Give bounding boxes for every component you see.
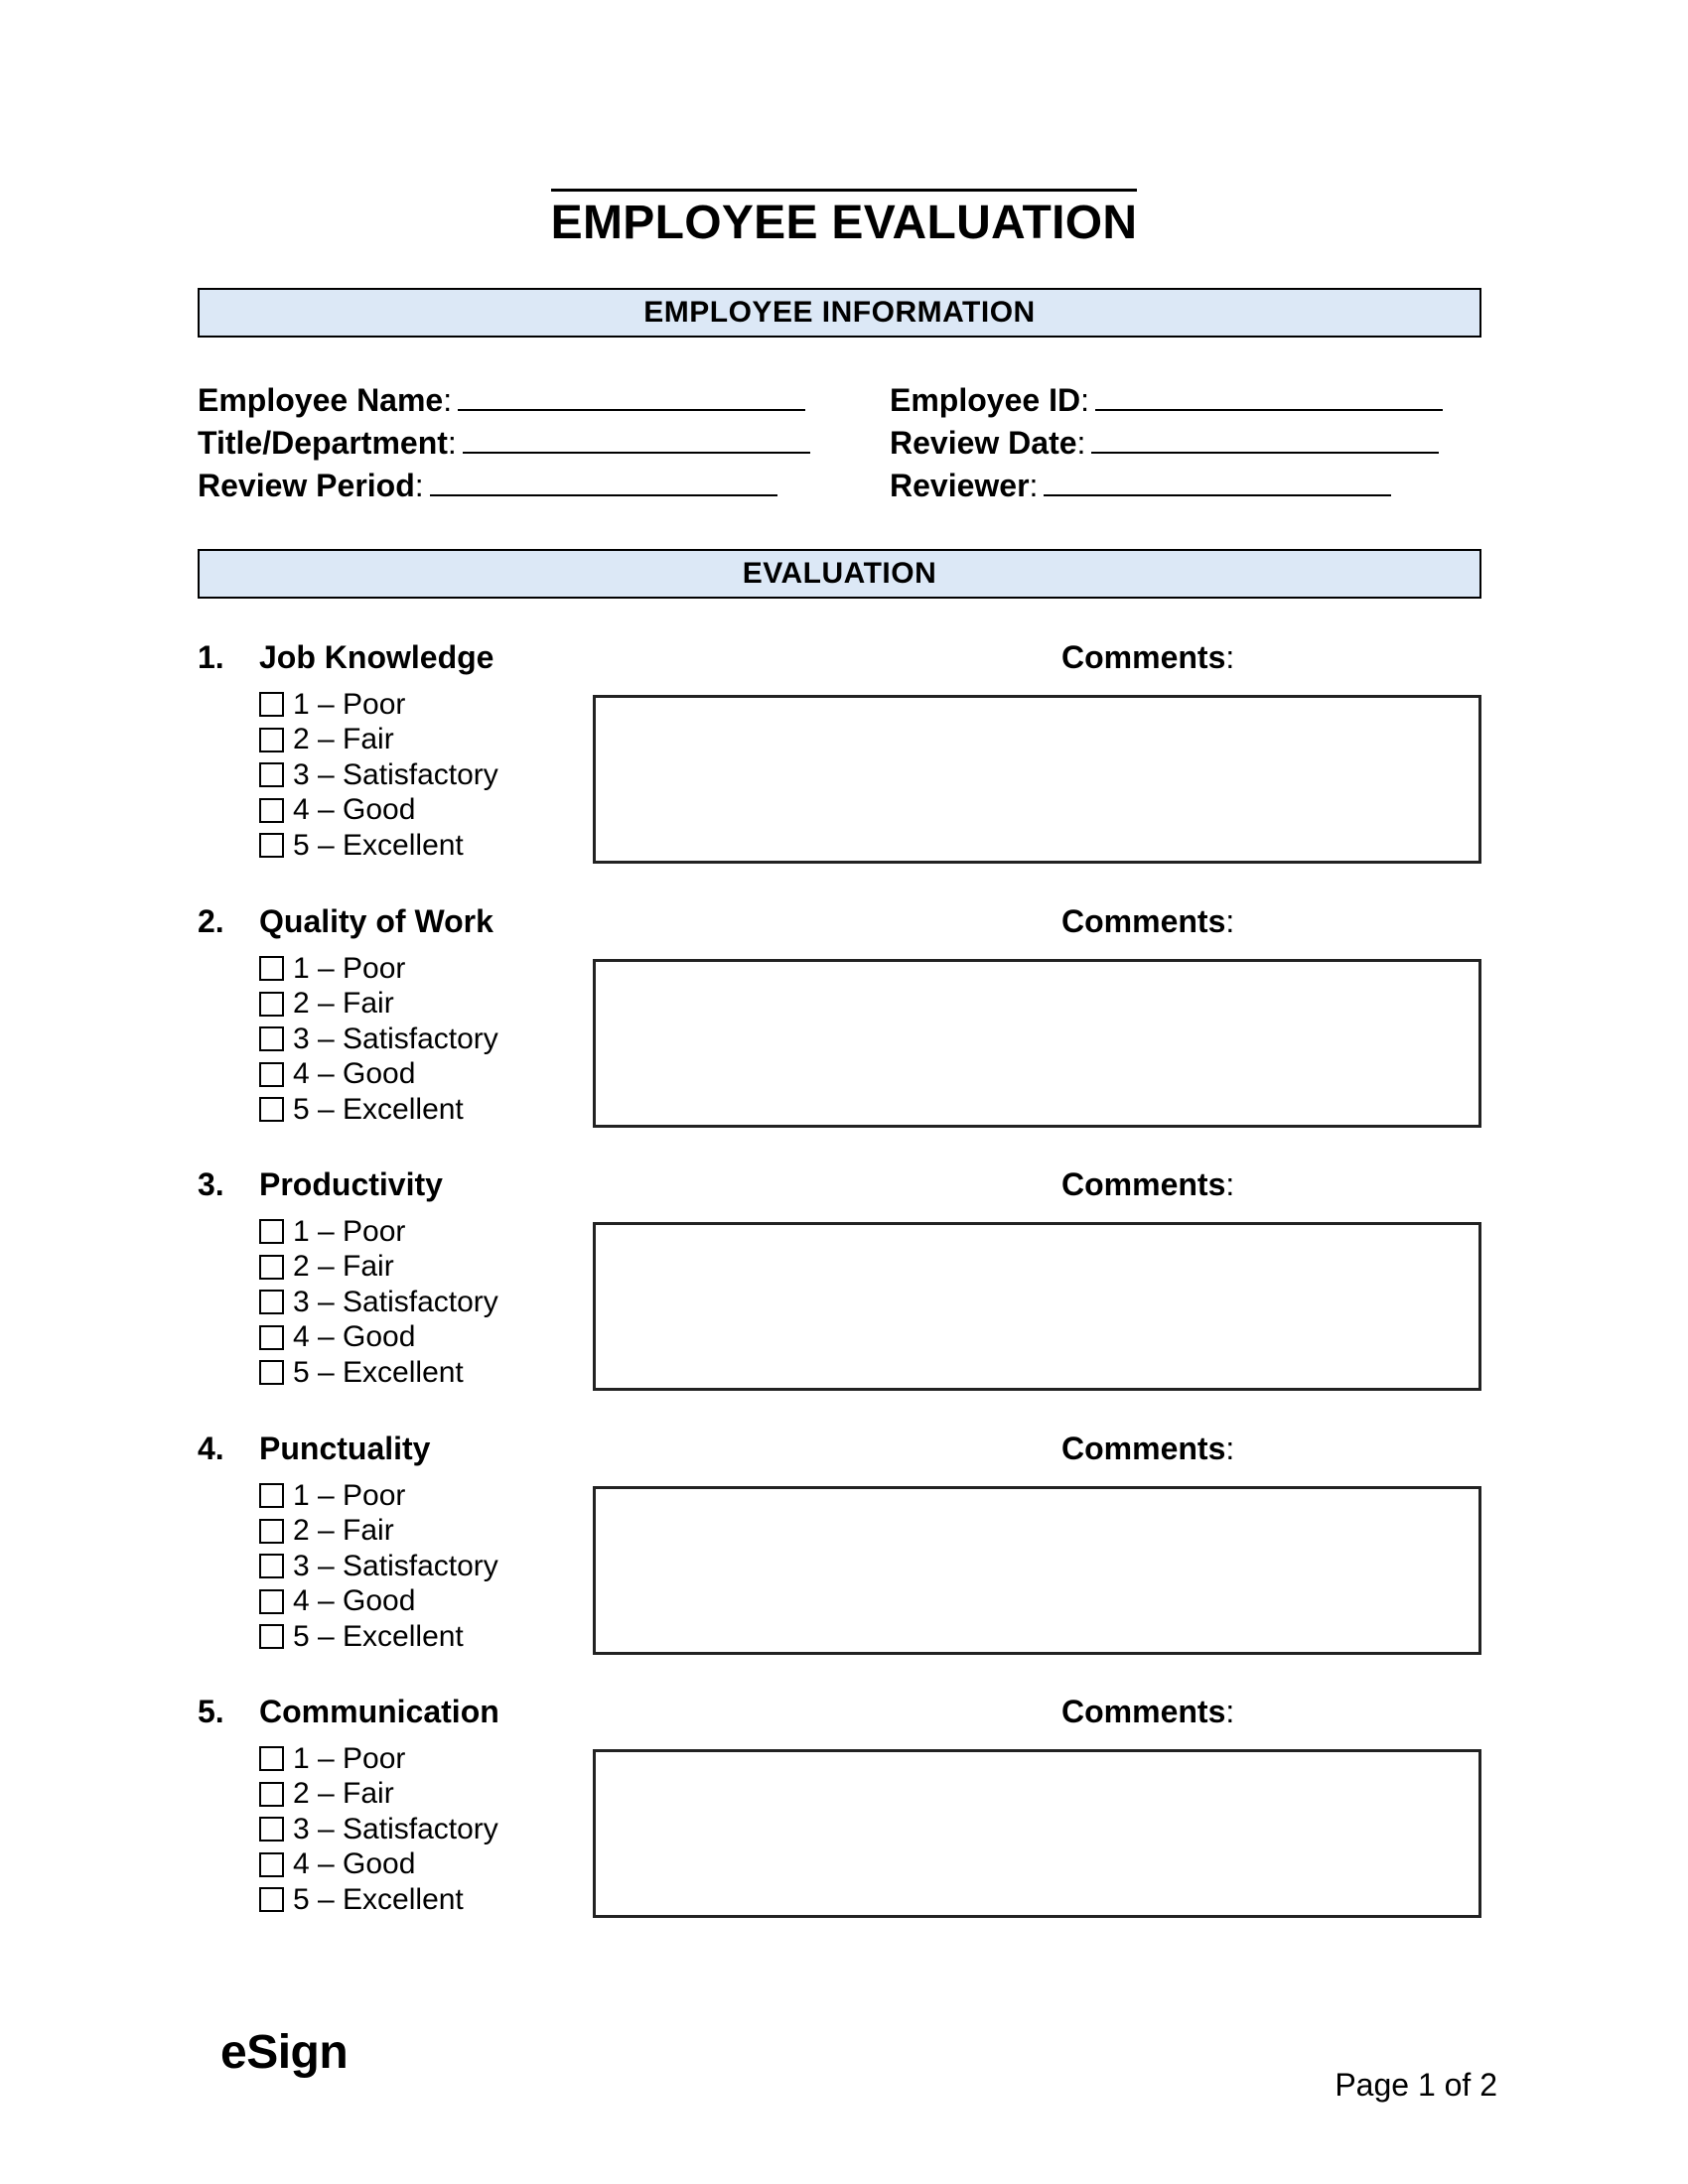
item-number: 2. <box>198 903 224 939</box>
rating-option <box>259 1057 498 1093</box>
comments-box[interactable] <box>593 959 1481 1128</box>
item-title: Punctuality <box>259 1431 431 1466</box>
rating-option <box>259 757 498 793</box>
rating-option <box>259 1514 498 1550</box>
title-department-label: Title/Department <box>198 425 448 461</box>
rating-checkbox[interactable] <box>259 1624 284 1649</box>
rating-label: 5 – Excellent <box>293 1355 464 1389</box>
rating-label: 3 – Satisfactory <box>293 757 498 791</box>
rating-label: 2 – Fair <box>293 1250 394 1284</box>
rating-label: 3 – Satisfactory <box>293 1285 498 1318</box>
rating-label: 2 – Fair <box>293 1777 394 1811</box>
rating-checkbox[interactable] <box>259 798 284 823</box>
item-number: 1. <box>198 639 224 675</box>
evaluation-item <box>198 637 1481 895</box>
comments-label: Comments: <box>1061 1694 1235 1729</box>
rating-checkbox[interactable] <box>259 1097 284 1122</box>
page-number: Page 1 of 2 <box>1335 2067 1497 2103</box>
reviewer-field[interactable] <box>1044 465 1391 496</box>
comments-box[interactable] <box>593 695 1481 864</box>
rating-option <box>259 1584 498 1620</box>
comments-label-text: Comments <box>1061 1431 1226 1466</box>
review-date-field[interactable] <box>1091 422 1439 454</box>
page-title: EMPLOYEE EVALUATION <box>551 189 1138 249</box>
rating-checkbox[interactable] <box>259 1554 284 1578</box>
review-date-row: Review Date: <box>890 422 1439 463</box>
item-title: Quality of Work <box>259 903 493 939</box>
title-department-row: Title/Department: <box>198 422 810 463</box>
item-title: Job Knowledge <box>259 639 494 675</box>
rating-option <box>259 1847 498 1883</box>
comments-box[interactable] <box>593 1486 1481 1655</box>
rating-label: 4 – Good <box>293 793 416 827</box>
rating-option <box>259 987 498 1023</box>
section-header-evaluation: EVALUATION <box>198 549 1481 599</box>
rating-label: 4 – Good <box>293 1847 416 1881</box>
rating-label: 4 – Good <box>293 1584 416 1618</box>
rating-label: 5 – Excellent <box>293 1882 464 1916</box>
rating-label: 1 – Poor <box>293 1214 406 1248</box>
rating-option <box>259 723 498 758</box>
comments-box[interactable] <box>593 1222 1481 1391</box>
rating-label: 3 – Satisfactory <box>293 1812 498 1845</box>
rating-option <box>259 951 498 987</box>
rating-checkbox[interactable] <box>259 1325 284 1350</box>
rating-checkbox[interactable] <box>259 1782 284 1807</box>
rating-option <box>259 1285 498 1320</box>
comments-box[interactable] <box>593 1749 1481 1918</box>
rating-checkbox[interactable] <box>259 1062 284 1087</box>
evaluation-item <box>198 1429 1481 1687</box>
rating-checkbox[interactable] <box>259 833 284 858</box>
title-wrap <box>0 189 1688 249</box>
rating-checkbox[interactable] <box>259 728 284 752</box>
rating-label: 4 – Good <box>293 1320 416 1354</box>
rating-options <box>259 687 498 864</box>
rating-option <box>259 1882 498 1918</box>
evaluation-item <box>198 1692 1481 1950</box>
rating-checkbox[interactable] <box>259 956 284 981</box>
rating-checkbox[interactable] <box>259 1746 284 1771</box>
item-title: Communication <box>259 1694 499 1729</box>
comments-label: Comments: <box>1061 903 1235 939</box>
rating-option <box>259 1250 498 1286</box>
review-period-row: Review Period: <box>198 465 777 505</box>
rating-label: 2 – Fair <box>293 1514 394 1548</box>
rating-option <box>259 687 498 723</box>
rating-label: 4 – Good <box>293 1057 416 1091</box>
comments-label-text: Comments <box>1061 1694 1226 1729</box>
rating-options <box>259 1214 498 1391</box>
rating-options <box>259 1478 498 1655</box>
evaluation-item <box>198 1164 1481 1423</box>
rating-option <box>259 1320 498 1356</box>
rating-option <box>259 1741 498 1777</box>
comments-label-text: Comments <box>1061 639 1226 675</box>
rating-checkbox[interactable] <box>259 1852 284 1877</box>
rating-label: 5 – Excellent <box>293 1092 464 1126</box>
brand-logo: eSign <box>220 2026 349 2079</box>
rating-checkbox[interactable] <box>259 1887 284 1912</box>
rating-option <box>259 1355 498 1391</box>
rating-checkbox[interactable] <box>259 1360 284 1385</box>
comments-label-text: Comments <box>1061 1166 1226 1202</box>
rating-label: 1 – Poor <box>293 1741 406 1775</box>
rating-option <box>259 1549 498 1584</box>
rating-checkbox[interactable] <box>259 1817 284 1842</box>
employee-id-row: Employee ID: <box>890 379 1443 420</box>
employee-name-row: Employee Name: <box>198 379 805 420</box>
rating-checkbox[interactable] <box>259 1589 284 1614</box>
evaluation-item <box>198 901 1481 1160</box>
rating-label: 1 – Poor <box>293 687 406 721</box>
section-header-employee-information: EMPLOYEE INFORMATION <box>198 288 1481 338</box>
item-number: 3. <box>198 1166 224 1202</box>
review-period-label: Review Period <box>198 468 415 503</box>
comments-label: Comments: <box>1061 1166 1235 1202</box>
employee-id-label: Employee ID <box>890 382 1081 418</box>
item-title: Productivity <box>259 1166 443 1202</box>
rating-checkbox[interactable] <box>259 1483 284 1508</box>
rating-checkbox[interactable] <box>259 692 284 717</box>
rating-checkbox[interactable] <box>259 1026 284 1051</box>
rating-options <box>259 1741 498 1918</box>
rating-options <box>259 951 498 1128</box>
rating-label: 3 – Satisfactory <box>293 1549 498 1582</box>
rating-label: 1 – Poor <box>293 1478 406 1512</box>
rating-option <box>259 828 498 864</box>
review-date-label: Review Date <box>890 425 1077 461</box>
employee-id-field[interactable] <box>1095 379 1443 411</box>
employee-name-field[interactable] <box>458 379 805 411</box>
employee-name-label: Employee Name <box>198 382 444 418</box>
rating-checkbox[interactable] <box>259 1219 284 1244</box>
rating-option <box>259 1777 498 1813</box>
comments-label-text: Comments <box>1061 903 1226 939</box>
rating-option <box>259 793 498 829</box>
rating-option <box>259 1022 498 1057</box>
rating-option <box>259 1478 498 1514</box>
rating-checkbox[interactable] <box>259 992 284 1017</box>
rating-label: 5 – Excellent <box>293 1619 464 1653</box>
rating-label: 5 – Excellent <box>293 828 464 862</box>
rating-label: 3 – Satisfactory <box>293 1022 498 1055</box>
rating-option <box>259 1214 498 1250</box>
rating-option <box>259 1092 498 1128</box>
item-number: 4. <box>198 1431 224 1466</box>
comments-label: Comments: <box>1061 1431 1235 1466</box>
rating-label: 2 – Fair <box>293 723 394 756</box>
rating-checkbox[interactable] <box>259 1290 284 1314</box>
rating-option <box>259 1812 498 1847</box>
rating-checkbox[interactable] <box>259 1519 284 1544</box>
rating-checkbox[interactable] <box>259 1255 284 1280</box>
reviewer-label: Reviewer <box>890 468 1030 503</box>
rating-label: 1 – Poor <box>293 951 406 985</box>
comments-label: Comments: <box>1061 639 1235 675</box>
item-number: 5. <box>198 1694 224 1729</box>
review-period-field[interactable] <box>430 465 777 496</box>
rating-checkbox[interactable] <box>259 762 284 787</box>
reviewer-row: Reviewer: <box>890 465 1391 505</box>
rating-label: 2 – Fair <box>293 987 394 1021</box>
rating-option <box>259 1619 498 1655</box>
title-department-field[interactable] <box>463 422 810 454</box>
